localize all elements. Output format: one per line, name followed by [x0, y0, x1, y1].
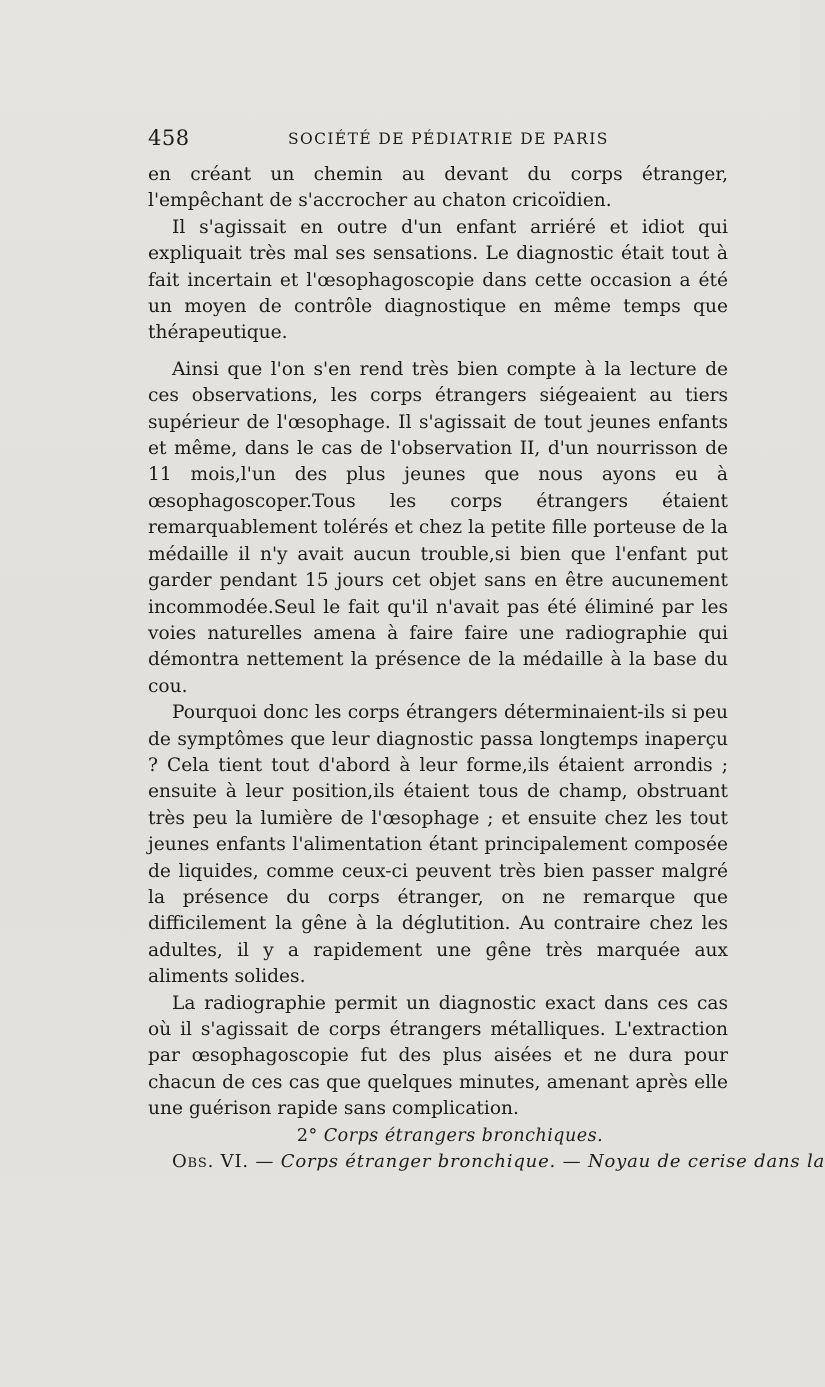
paragraph: Pourquoi donc les corps étrangers déterminaient-ils si peu de symptômes que leur diagnostic passa longtemps inaperçu ? Cela tient tout d'abord à leur forme,ils étaient arrondis ; ensuite à leur position,ils étaient tous de champ, obstruant très peu la lumière de l'œsophage ; et ensuite chez les tout jeunes enfants l'alimentation étant principalement composée de liquides, comme ceux-ci peuvent très bien passer malgré la présence du corps étranger, on ne remarque que difficilement la gêne à la déglutition. Au contraire chez les adultes, il y a rapidement une gêne très marquée aux aliments solides. — [148, 702, 728, 988]
observation-title: Corps étranger bronchique. — [280, 1151, 557, 1173]
observation-heading — [148, 1149, 825, 1175]
section-title: Corps étrangers bronchiques. — [323, 1125, 604, 1146]
body-text — [148, 162, 825, 1175]
page-number: 458 — [148, 126, 190, 150]
observation-subtitle: Noyau de cerise dans la — [587, 1151, 825, 1173]
paragraph: Il s'agissait en outre d'un enfant arriéré et idiot qui expliquait très mal ses sensations. Le diagnostic était tout à fait incertain et l'œsophagoscopie dans cette occasion a été un moyen de contrôle diagnostique en même temps que thérapeutique. — [148, 216, 728, 344]
observation-label: Obs. VI. — [172, 1151, 249, 1173]
running-title: SOCIÉTÉ DE PÉDIATRIE DE PARIS — [288, 130, 609, 148]
paragraph: La radiographie permit un diagnostic exact dans ces cas où il s'agissait de corps étrangers métalliques. L'extraction par œsophagoscopie fut des plus aisées et ne dura pour chacun de ces cas que quelques minutes, amenant après elle une guérison rapide sans complication. — [148, 992, 728, 1120]
section-number: 2° — [296, 1125, 318, 1146]
em-dash: — — [255, 1151, 275, 1173]
em-dash: — — [562, 1151, 582, 1173]
running-header — [148, 126, 738, 156]
section-heading — [148, 1123, 728, 1149]
paragraph-continued: en créant un chemin au devant du corps étranger, l'empêchant de s'accrocher au chaton cricoïdien. — [148, 164, 728, 212]
paragraph: Ainsi que l'on s'en rend très bien compte à la lecture de ces observations, les corps étrangers siégeaient au tiers supérieur de l'œsophage. Il s'agissait de tout jeunes enfants et même, dans le cas de l'observation II, d'un nourrisson de 11 mois,l'un des plus jeunes que nous ayons eu à œsophagoscoper.Tous les corps étrangers étaient remarquablement tolérés et chez la petite fille porteuse de la médaille il n'y avait aucun trouble,si bien que l'enfant put garder pendant 15 jours cet objet sans en être aucunement incommodée.Seul le fait qu'il n'avait pas été éliminé par les voies naturelles amena à faire faire une radiographie qui démontra nettement la présence de la médaille à la base du cou. — [148, 358, 728, 697]
